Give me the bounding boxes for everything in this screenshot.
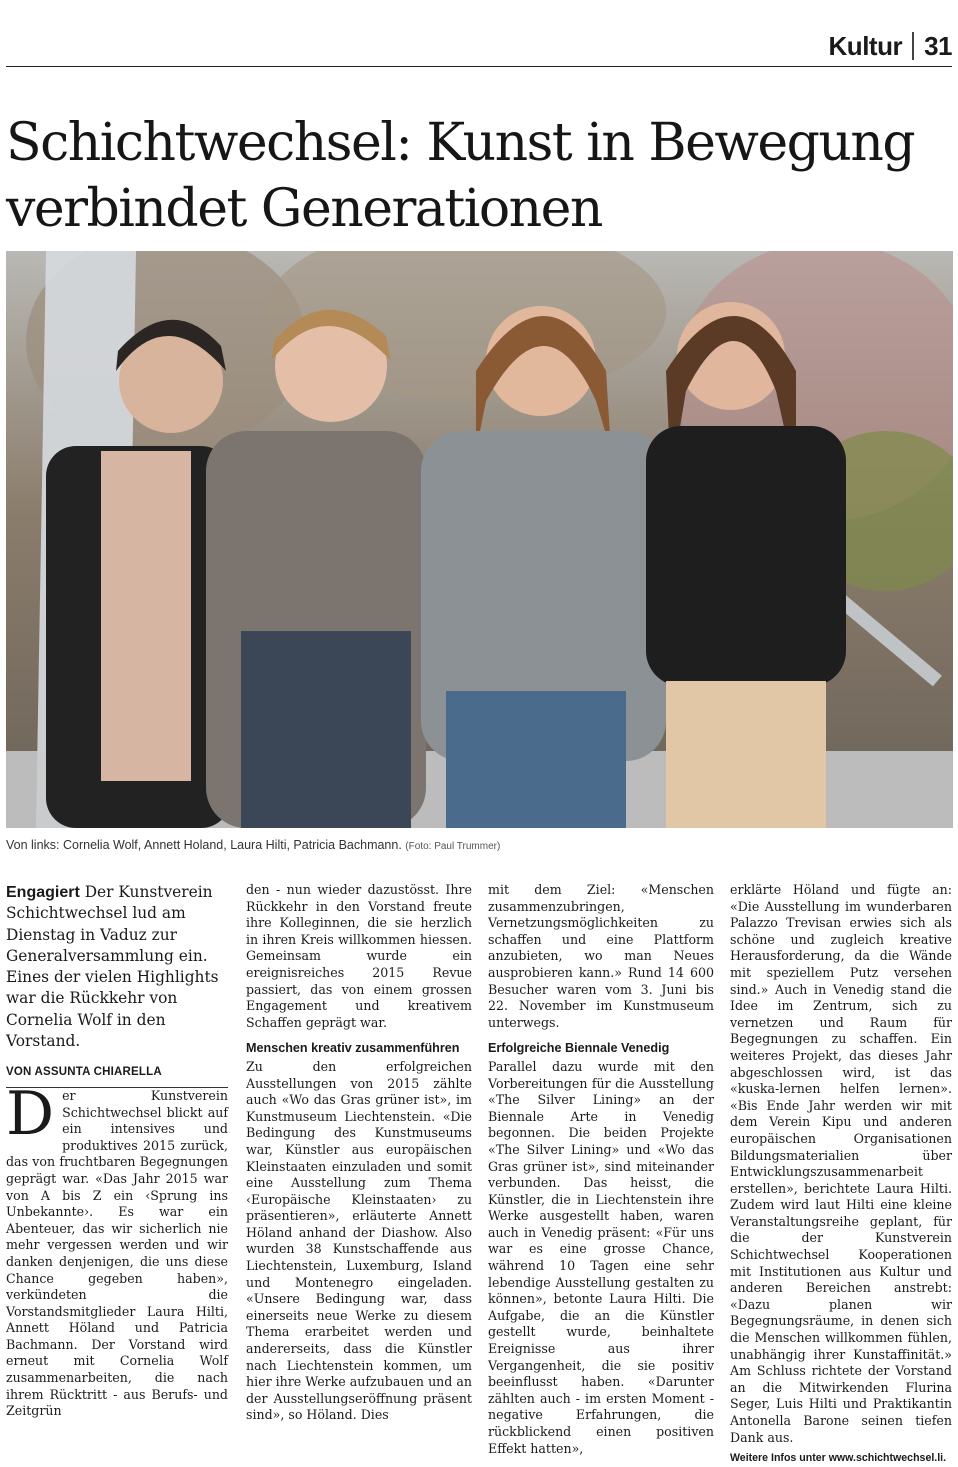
header-rule xyxy=(6,66,952,67)
header-divider xyxy=(912,32,914,60)
body-paragraph-1 xyxy=(6,1078,228,1420)
section-header xyxy=(829,28,952,64)
caption-text: Von links: Cornelia Wolf, Annett Holand, Laura Hilti, Patricia Bachmann. xyxy=(6,838,402,852)
section-title: Kultur xyxy=(828,30,903,61)
lead-text: Der Kunstverein Schichtwechsel lud am Dienstag in Vaduz zur Generalversammlung ein. Eines der vielen Highlights war die Rückkehr von Cornelia Wolf in den Vorstand. xyxy=(6,883,219,1051)
body-paragraph-1-cont xyxy=(246,882,472,1031)
body-paragraph-2 xyxy=(246,1059,472,1424)
article-column-3 xyxy=(488,882,714,1457)
body-text-part-4: mit dem Ziel: «Menschen zusammenzubringen, Vernetzungsmöglichkeiten zu schaffen und eine Plattform anzubieten, wo man Neues ausprobieren kann.» Rund 14 600 Besucher waren vom 3. Juni bis 22. November im Kunstmuseum unterwegs. xyxy=(488,882,714,1030)
body-paragraph-3 xyxy=(488,1059,714,1457)
body-text-part-2: den - nun wieder dazustösst. Ihre Rückkehr in den Vorstand freute ihre Kolleginnen, die sie herzlich in ihren Kreis willkommen hiessen. Gemeinsam wurde ein ereignisreiches 2015 Revue passiert, das von einem grossen Engagement und kreativem Schaffen geprägt war. xyxy=(246,882,472,1030)
article-column-1 xyxy=(6,882,228,1420)
dropcap: D xyxy=(6,1078,55,1149)
article-column-4 xyxy=(730,882,952,1467)
body-paragraph-3-cont xyxy=(730,882,952,1446)
article-photo xyxy=(6,251,953,828)
subhead-2: Erfolgreiche Biennale Venedig xyxy=(488,1041,670,1056)
photo-credit: (Foto: Paul Trummer) xyxy=(405,841,501,852)
body-text-part-3: Zu den erfolgreichen Ausstellungen von 2015 zählte auch «Wo das Gras grüner ist», im Kunstmuseum Liechtenstein. «Die Bedingung des Kunstmuseums war, Künstler aus europäischen Kleinstaaten einzuladen und somit eine Ausstellung zum Thema ‹Europäische Kleinstaaten› zu präsentieren», erläuterte Annett Höland anhand der Diashow. Also wurden 38 Kunstschaffende aus Liechtenstein, Luxemburg, Island und Montenegro eingeladen. «Unsere Bedingung war, dass einerseits neue Werke zu diesem Thema erarbeitet werden und andererseits, dass die Künstler nach Liechtenstein kommen, um hier ihre Werke aufzubauen und an der Ausstellungseröffnung präsent sind», so Höland. Dies xyxy=(246,1058,472,1423)
photo-caption xyxy=(6,838,946,852)
lead-paragraph xyxy=(6,882,228,1052)
subhead-1: Menschen kreativ zusammenführen xyxy=(246,1041,460,1056)
body-text-part-5: Parallel dazu wurde mit den Vorbereitungen für die Ausstellung «The Silver Lining» an der Biennale Arte in Venedig begonnen. Die beiden Projekte «The Silver Lining» und «Wo das Gras grüner ist», sind miteinander verbunden. Das heisst, die Künstler, die in Liechtenstein ihre Werke ausgestellt haben, waren auch in Venedig präsent: «Für uns war es eine grosse Chance, während 10 Tagen eine sehr lebendige Ausstellung gestalten zu können», betonte Laura Hilti. Die Aufgabe, die an die Künstler gestellt wurde, beinhaltete Ereignisse aus ihrer Vergangenheit, die sie positiv beeinflusst haben. «Darunter zählten auch - im ersten Moment - negative Erfahrungen, die rückblickend einen positiven Effekt hatten», xyxy=(488,1058,714,1456)
web-link: Weitere Infos unter www.schichtwechsel.li. xyxy=(730,1452,947,1465)
article-column-2 xyxy=(246,882,472,1424)
body-text-part-1: er Kunstverein Schichtwechsel blickt auf ein intensives und produktives 2015 zurück, das von fruchtbaren Begegnungen geprägt war. «Das Jahr 2015 war von A bis Z ein ‹Sprung ins Unbekannte›. Es war ein Abenteuer, das wir sicherlich nie mehr vergessen werden und wir danken denjenigen, die uns diese Chance gegeben haben», verkündeten die Vorstandsmitglieder Laura Hilti, Annett Höland und Patricia Bachmann. Der Vorstand wird erneut mit Cornelia Wolf zusammenarbeiten, die nach ihrem Rücktritt - aus Berufs- und Zeitgrün xyxy=(6,1087,228,1419)
lead-kicker: Engagiert xyxy=(6,884,80,901)
body-text-part-6: erklärte Höland und fügte an: «Die Ausstellung im wunderbaren Palazzo Trevisan erwies sich als schöne und zugleich kreative Herausforderung, da die Wände mit speziellem Putz versehen sind.» Auch in Venedig stand die Idee im Zentrum, sich zu vernetzen und Raum für Begegnungen zu schaffen. Ein weiteres Projekt, das dieses Jahr abgeschlossen wird, ist das «kuska-lernen helfen lernen». «Bis Ende Jahr werden wir mit dem Verein Kipu und anderen europäischen Organisationen Bildungsmaterialien über Entwicklungszusammenarbeit erstellen», berichtete Laura Hilti. Zudem wird laut Hilti eine kleine Veranstaltungsreihe geplant, für die der Kunstverein Schichtwechsel Kooperationen mit Institutionen aus Kultur und anderen Bereichen anstrebt: «Dazu planen wir Begegnungsräume, in denen sich die Menschen willkommen fühlen, unabhängig ihrer Kunstaffinität.» Am Schluss richtete der Vorstand an die Mitwirkenden Flurina Seger, Luis Hilti und Praktikantin Antonella Barone seinen tiefen Dank aus. xyxy=(730,882,952,1445)
headline: Schichtwechsel: Kunst in Bewegung verbindet Generationen xyxy=(6,113,915,239)
page-number: 31 xyxy=(924,30,952,61)
body-paragraph-2-cont xyxy=(488,882,714,1031)
byline: VON ASSUNTA CHIARELLA xyxy=(6,1064,228,1088)
